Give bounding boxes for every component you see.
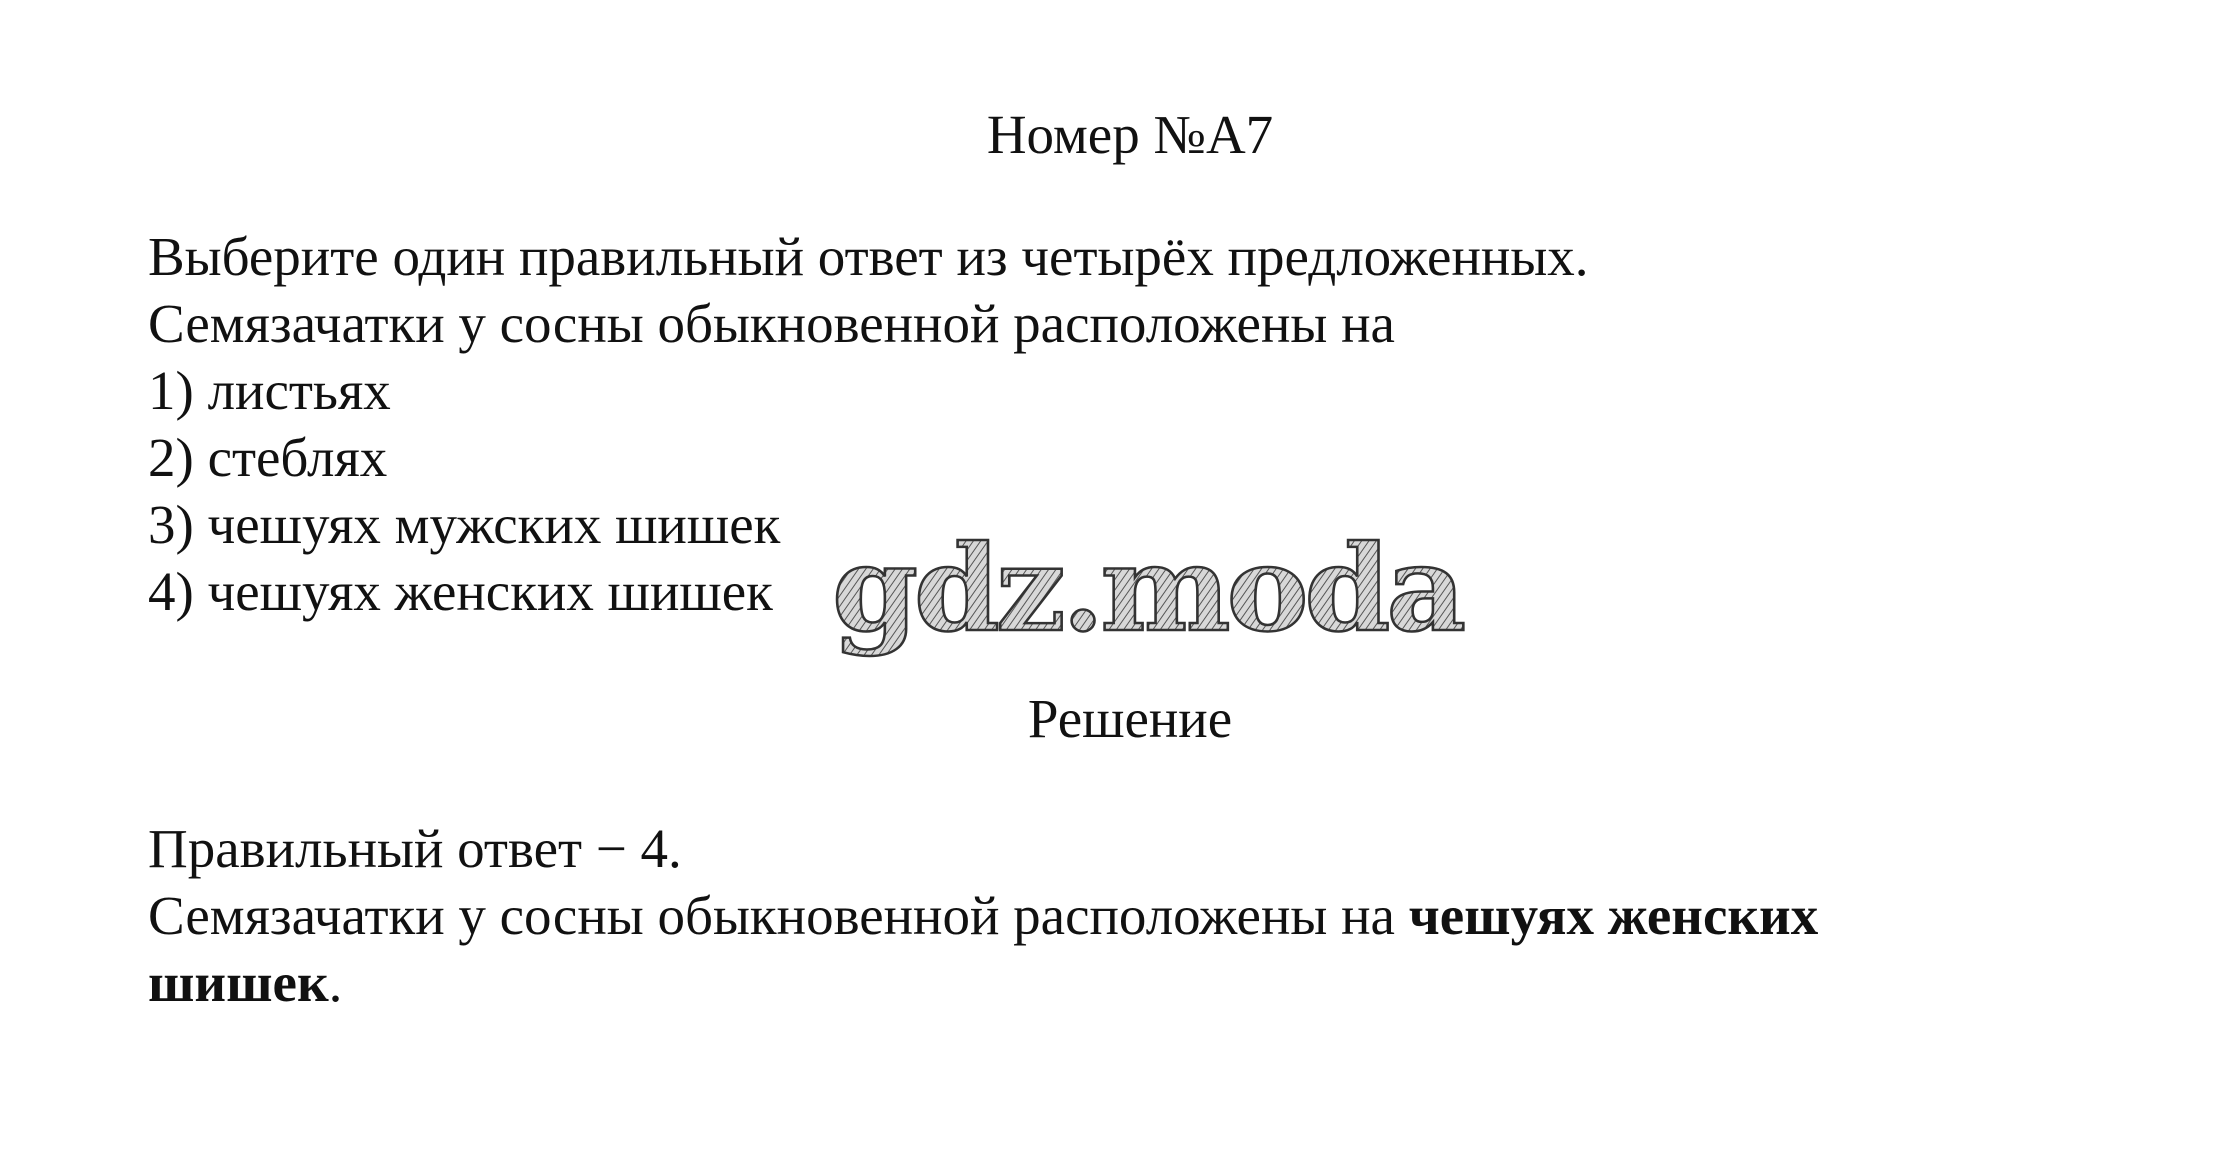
answer-option-2: 2) стеблях	[148, 427, 388, 488]
explanation-bold-part-1: чешуях женских	[1408, 885, 1819, 946]
gdz-moda-watermark-logo	[828, 528, 1468, 678]
task-question: Семязачатки у сосны обыкновенной расположены на	[148, 293, 1395, 354]
watermark-text: gdz.moda	[832, 528, 1464, 658]
answer-option-4: 4) чешуях женских шишек	[148, 561, 773, 622]
solution-heading: Решение	[1027, 688, 1233, 749]
task-title: Номер №А7	[986, 104, 1274, 165]
answer-option-1: 1) листьях	[148, 360, 391, 421]
correct-answer-text: Правильный ответ − 4.	[148, 818, 682, 879]
explanation-line-2	[148, 950, 342, 1016]
explanation-bold-part-2: шишек	[148, 952, 329, 1013]
task-instruction: Выберите один правильный ответ из четырёх предложенных.	[148, 226, 1589, 287]
answer-option-3: 3) чешуях мужских шишек	[148, 494, 781, 555]
explanation-prefix: Семязачатки у сосны обыкновенной расположены на	[148, 885, 1409, 946]
explanation-suffix: .	[328, 952, 343, 1013]
explanation-line-1	[148, 883, 1818, 949]
